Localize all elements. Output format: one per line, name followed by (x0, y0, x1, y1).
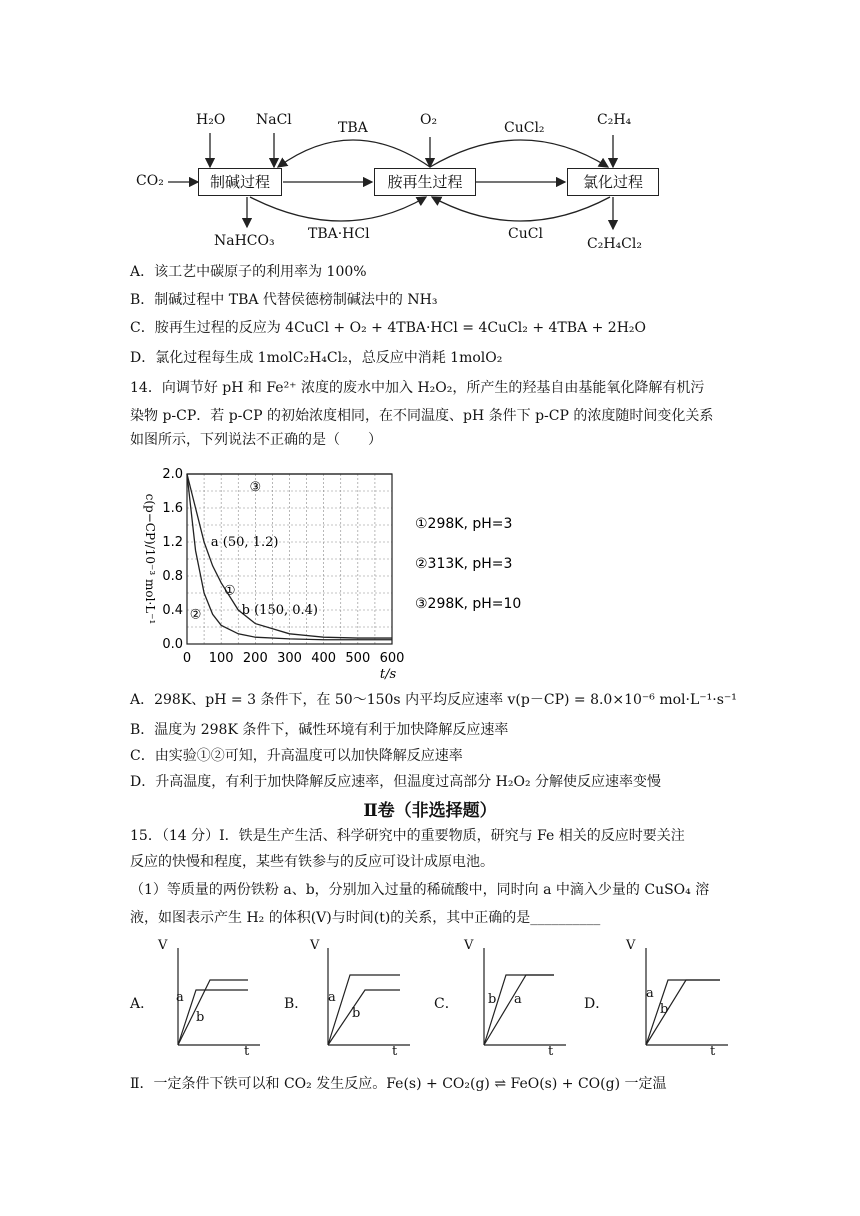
x-tick-label: 600 (379, 651, 405, 666)
box-chlorination: 氯化过程 (567, 168, 659, 196)
q13-option-d: D．氯化过程每生成 1molC₂H₄Cl₂，总反应中消耗 1molO₂ (130, 350, 503, 366)
label-tba-hcl: TBA·HCl (308, 226, 370, 242)
q14-stem-3: 如图所示，下列说法不正确的是（ ） (130, 432, 382, 448)
label-o2: O₂ (420, 112, 438, 128)
y-tick-label: 0.4 (162, 603, 183, 618)
x-tick-label: 300 (277, 651, 302, 666)
q15-line-2: 反应的快慢和程度，某些有铁参与的反应可设计成原电池。 (130, 854, 494, 870)
mini-d-v: V (626, 938, 636, 953)
q14-stem-2: 染物 p-CP．若 p-CP 的初始浓度相同，在不同温度、pH 条件下 p-CP 的浓度随时间变化关系 (130, 408, 714, 424)
y-axis-label: c(p−CP)/10⁻³ mol·L⁻¹ (143, 493, 157, 625)
concentration-chart (130, 462, 730, 682)
q14-option-b: B．温度为 298K 条件下，碱性环境有利于加快降解反应速率 (130, 722, 509, 738)
box-amine-regen: 胺再生过程 (374, 168, 476, 196)
y-tick-label: 0.8 (162, 569, 183, 584)
x-tick-label: 0 (182, 651, 192, 666)
mini-c-b: b (488, 992, 497, 1007)
label-co2: CO₂ (136, 173, 164, 189)
q14-stem-1: 14．向调节好 pH 和 Fe²⁺ 浓度的废水中加入 H₂O₂，所产生的羟基自由基能氧化降解有机污 (130, 380, 705, 396)
mini-c-v: V (464, 938, 474, 953)
mini-d-b: b (660, 1002, 669, 1017)
q13-option-c: C．胺再生过程的反应为 4CuCl + O₂ + 4TBA·HCl = 4CuCl₂ + 4TBA + 2H₂O (130, 320, 647, 336)
y-tick-label: 1.6 (162, 501, 183, 516)
series-1-label: ① (223, 583, 236, 599)
legend-entry-2: ②313K, pH=3 (415, 556, 513, 572)
series-2-label: ② (189, 607, 202, 623)
mini-b-b: b (352, 1006, 361, 1021)
label-nahco3: NaHCO₃ (214, 233, 275, 249)
mini-a-t: t (244, 1044, 250, 1059)
mini-option-a-letter: A． (130, 996, 155, 1012)
mini-option-b-letter: B． (284, 996, 309, 1012)
legend-entry-3: ③298K, pH=10 (415, 596, 522, 612)
mini-option-d-letter: D． (584, 996, 610, 1012)
mini-d-a: a (646, 986, 654, 1001)
annotation-a: a (50, 1.2) (210, 535, 279, 550)
legend-entry-1: ①298K, pH=3 (415, 516, 513, 532)
label-tba: TBA (338, 120, 368, 136)
mini-b-t: t (392, 1044, 398, 1059)
q14-option-d: D．升高温度，有利于加快降解反应速率，但温度过高部分 H₂O₂ 分解使反应速率变慢 (130, 774, 662, 790)
box-alkali-process: 制碱过程 (198, 168, 282, 196)
mini-a-v: V (158, 938, 168, 953)
q15-part1-line-b: 液，如图表示产生 H₂ 的体积(V)与时间(t)的关系，其中正确的是__________ (130, 910, 601, 926)
mini-graph-b (310, 940, 420, 1060)
y-tick-label: 1.2 (162, 535, 183, 550)
mini-a-a: a (176, 990, 184, 1005)
q13-option-a: A．该工艺中碳原子的利用率为 100% (130, 264, 367, 280)
annotation-b: b (150, 0.4) (241, 603, 319, 618)
label-cucl2: CuCl₂ (504, 120, 545, 136)
y-tick-label: 2.0 (162, 467, 183, 482)
mini-d-t: t (710, 1044, 716, 1059)
x-tick-label: 200 (242, 651, 268, 666)
label-h2o: H₂O (196, 112, 226, 128)
x-axis-label: t/s (379, 667, 397, 682)
label-nacl: NaCl (256, 112, 292, 128)
q15-line-1: 15．（14 分）Ⅰ．铁是生产生活、科学研究中的重要物质，研究与 Fe 相关的反应时要关注 (130, 828, 685, 844)
label-c2h4cl2: C₂H₄Cl₂ (587, 236, 642, 252)
q15-part2-line: Ⅱ．一定条件下铁可以和 CO₂ 发生反应。Fe(s) + CO₂(g) ⇌ FeO(s) + CO(g) 一定温 (130, 1076, 667, 1092)
q15-part1-line-a: （1）等质量的两份铁粉 a、b，分别加入过量的稀硫酸中，同时向 a 中滴入少量的 CuSO₄ 溶 (130, 882, 710, 898)
x-tick-label: 400 (311, 651, 337, 666)
mini-graph-d (628, 940, 738, 1060)
label-c2h4: C₂H₄ (597, 112, 632, 128)
mini-option-c-letter: C． (434, 996, 459, 1012)
series-3-label: ③ (249, 479, 262, 495)
y-tick-label: 0.0 (162, 637, 183, 652)
x-tick-label: 100 (208, 651, 234, 666)
q13-option-b: B．制碱过程中 TBA 代替侯德榜制碱法中的 NH₃ (130, 292, 438, 308)
mini-b-a: a (328, 990, 336, 1005)
mini-b-v: V (310, 938, 320, 953)
label-cucl: CuCl (508, 226, 543, 242)
mini-c-a: a (514, 992, 522, 1007)
chart-svg (130, 462, 730, 682)
q14-option-c: C．由实验①②可知，升高温度可以加快降解反应速率 (130, 748, 463, 764)
x-tick-label: 500 (345, 651, 371, 666)
section-heading: Ⅱ卷（非选择题） (363, 801, 497, 821)
mini-c-t: t (548, 1044, 554, 1059)
mini-a-b: b (196, 1010, 205, 1025)
q14-option-a: A．298K、pH = 3 条件下，在 50～150s 内平均反应速率 v(p－CP) = 8.0×10⁻⁶ mol·L⁻¹·s⁻¹ (130, 692, 737, 708)
